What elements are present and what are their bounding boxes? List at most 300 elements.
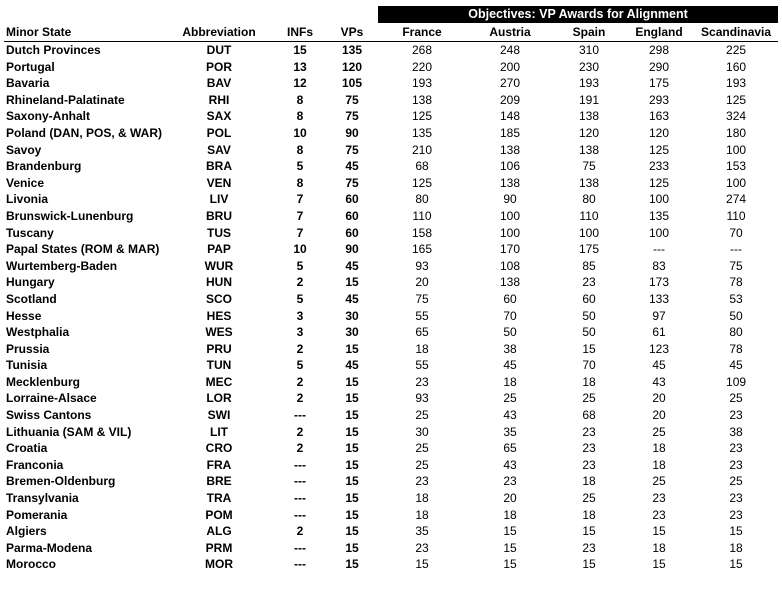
cell-france: 93 — [415, 258, 429, 273]
cell-austria: 100 — [499, 225, 521, 240]
cell-infs: 3 — [296, 308, 304, 323]
cell-infs: --- — [294, 557, 306, 572]
cell-austria: 23 — [503, 474, 517, 489]
header-minor-state: Minor State — [4, 23, 164, 42]
cell-england: 25 — [652, 474, 666, 489]
cell-vps: 15 — [345, 507, 359, 522]
table-row — [4, 490, 778, 507]
table-row — [4, 357, 778, 374]
cell-spain: 138 — [578, 142, 600, 157]
cell-spain: 23 — [582, 441, 596, 456]
header-scandinavia: Scandinavia — [694, 23, 778, 42]
cell-infs: 8 — [296, 142, 304, 157]
cell-scandinavia: 50 — [729, 308, 743, 323]
cell-france: 165 — [411, 242, 433, 257]
cell-minor-state: Rhineland-Palatinate — [6, 92, 125, 107]
table-row — [4, 92, 778, 109]
table-row — [4, 258, 778, 275]
cell-abbreviation: ALG — [206, 524, 232, 539]
table-row — [4, 175, 778, 192]
cell-vps: 15 — [345, 275, 359, 290]
cell-minor-state: Lorraine-Alsace — [6, 391, 97, 406]
cell-abbreviation: POM — [205, 507, 233, 522]
cell-france: 125 — [411, 175, 433, 190]
table-row — [4, 108, 778, 125]
cell-france: 210 — [411, 142, 433, 157]
cell-spain: 60 — [582, 291, 596, 306]
header-austria: Austria — [466, 23, 554, 42]
cell-minor-state: Bavaria — [6, 76, 50, 91]
cell-scandinavia: 110 — [726, 208, 746, 223]
cell-vps: 15 — [345, 524, 359, 539]
cell-spain: 15 — [582, 557, 596, 572]
cell-abbreviation: LOR — [206, 391, 232, 406]
cell-infs: 13 — [293, 59, 307, 74]
cell-abbreviation: WES — [205, 325, 233, 340]
cell-abbreviation: HUN — [206, 275, 232, 290]
cell-austria: 138 — [499, 275, 521, 290]
cell-spain: 15 — [582, 341, 596, 356]
cell-austria: 65 — [503, 441, 517, 456]
cell-infs: 2 — [296, 275, 304, 290]
cell-vps: 15 — [345, 374, 359, 389]
cell-england: 100 — [648, 225, 670, 240]
cell-vps: 120 — [341, 59, 363, 74]
cell-france: 55 — [415, 358, 429, 373]
cell-vps: 15 — [345, 341, 359, 356]
cell-france: 23 — [415, 474, 429, 489]
cell-vps: 45 — [345, 358, 359, 373]
cell-france: 268 — [411, 43, 433, 57]
cell-minor-state: Swiss Cantons — [6, 408, 92, 423]
cell-spain: 23 — [582, 540, 596, 555]
table-row — [4, 42, 778, 59]
cell-scandinavia: 324 — [726, 109, 747, 124]
cell-france: 35 — [415, 524, 429, 539]
table-row — [4, 556, 778, 573]
cell-france: 15 — [415, 557, 429, 572]
cell-france: 68 — [415, 159, 429, 174]
cell-france: 55 — [415, 308, 429, 323]
cell-england: 23 — [652, 507, 666, 522]
cell-austria: 200 — [499, 59, 521, 74]
cell-minor-state: Portugal — [6, 59, 55, 74]
cell-minor-state: Morocco — [6, 557, 57, 572]
cell-france: 23 — [415, 374, 429, 389]
cell-austria: 35 — [503, 424, 517, 439]
cell-england: 18 — [652, 457, 666, 472]
cell-infs: --- — [294, 408, 306, 423]
cell-spain: 18 — [582, 374, 596, 389]
cell-scandinavia: 70 — [729, 225, 743, 240]
cell-minor-state: Saxony-Anhalt — [6, 109, 91, 124]
cell-infs: 5 — [296, 291, 304, 306]
cell-vps: 15 — [345, 408, 359, 423]
cell-england: 173 — [648, 275, 670, 290]
cell-austria: 185 — [499, 125, 521, 140]
cell-austria: 25 — [503, 391, 517, 406]
cell-abbreviation: PRM — [205, 540, 233, 555]
cell-vps: 45 — [345, 258, 359, 273]
cell-france: 20 — [415, 275, 429, 290]
cell-minor-state: Poland (DAN, POS, & WAR) — [6, 125, 162, 140]
table-row — [4, 59, 778, 76]
cell-minor-state: Hesse — [6, 308, 42, 323]
cell-scandinavia: 15 — [729, 524, 743, 539]
cell-vps: 45 — [345, 291, 359, 306]
cell-spain: 120 — [578, 125, 600, 140]
header-row — [4, 23, 778, 42]
cell-france: 30 — [415, 424, 429, 439]
cell-france: 23 — [415, 540, 429, 555]
cell-abbreviation: WUR — [204, 258, 234, 273]
cell-england: 133 — [648, 291, 670, 306]
cell-austria: 20 — [503, 491, 517, 506]
cell-spain: 193 — [578, 76, 600, 91]
cell-scandinavia: 274 — [726, 192, 747, 207]
cell-austria: 70 — [503, 308, 517, 323]
cell-scandinavia: 193 — [726, 76, 747, 91]
cell-scandinavia: 53 — [729, 291, 743, 306]
cell-spain: 100 — [578, 225, 600, 240]
cell-austria: 38 — [503, 341, 517, 356]
cell-infs: 8 — [296, 109, 304, 124]
cell-minor-state: Algiers — [6, 524, 47, 539]
cell-scandinavia: --- — [730, 242, 743, 257]
cell-infs: 3 — [296, 325, 304, 340]
header-vps: VPs — [326, 23, 378, 42]
cell-england: 290 — [648, 59, 670, 74]
cell-vps: 15 — [345, 441, 359, 456]
cell-scandinavia: 15 — [729, 557, 743, 572]
cell-scandinavia: 23 — [729, 507, 743, 522]
cell-scandinavia: 23 — [729, 491, 743, 506]
cell-scandinavia: 38 — [729, 424, 743, 439]
cell-abbreviation: MOR — [205, 557, 233, 572]
cell-infs: 10 — [293, 125, 307, 140]
cell-abbreviation: SAX — [206, 109, 232, 124]
table-row — [4, 523, 778, 540]
cell-abbreviation: SAV — [207, 142, 231, 157]
cell-austria: 108 — [499, 258, 521, 273]
cell-abbreviation: BRE — [206, 474, 232, 489]
cell-scandinavia: 125 — [726, 92, 747, 107]
cell-scandinavia: 80 — [729, 325, 743, 340]
cell-england: 43 — [652, 374, 666, 389]
cell-vps: 75 — [345, 109, 359, 124]
table-row — [4, 125, 778, 142]
cell-scandinavia: 100 — [726, 142, 747, 157]
cell-infs: 5 — [296, 258, 304, 273]
table-row — [4, 291, 778, 308]
cell-vps: 75 — [345, 175, 359, 190]
cell-minor-state: Brandenburg — [6, 159, 82, 174]
cell-austria: 248 — [499, 43, 521, 57]
cell-england: --- — [653, 242, 665, 257]
cell-infs: 10 — [293, 242, 307, 257]
cell-austria: 106 — [499, 159, 521, 174]
cell-minor-state: Wurtemberg-Baden — [6, 258, 118, 273]
cell-spain: 191 — [578, 92, 600, 107]
cell-infs: --- — [294, 491, 306, 506]
cell-abbreviation: MEC — [205, 374, 233, 389]
cell-austria: 45 — [503, 358, 517, 373]
cell-france: 220 — [411, 59, 433, 74]
cell-abbreviation: SWI — [207, 408, 231, 423]
cell-spain: 15 — [582, 524, 596, 539]
cell-france: 93 — [415, 391, 429, 406]
cell-vps: 105 — [341, 76, 363, 91]
cell-spain: 80 — [582, 192, 596, 207]
cell-infs: 15 — [293, 43, 307, 57]
cell-abbreviation: PAP — [207, 242, 231, 257]
cell-vps: 30 — [345, 308, 359, 323]
cell-infs: --- — [294, 540, 306, 555]
table-row — [4, 241, 778, 258]
cell-scandinavia: 75 — [729, 258, 743, 273]
cell-austria: 43 — [503, 457, 517, 472]
cell-austria: 209 — [499, 92, 521, 107]
table-row — [4, 158, 778, 175]
cell-abbreviation: TUN — [206, 358, 232, 373]
cell-austria: 100 — [499, 208, 521, 223]
table-row — [4, 407, 778, 424]
cell-vps: 45 — [345, 159, 359, 174]
cell-austria: 18 — [503, 507, 517, 522]
cell-infs: 2 — [296, 391, 304, 406]
table-row — [4, 191, 778, 208]
cell-minor-state: Transylvania — [6, 491, 79, 506]
cell-vps: 15 — [345, 457, 359, 472]
cell-minor-state: Prussia — [6, 341, 50, 356]
cell-abbreviation: LIT — [210, 424, 228, 439]
cell-scandinavia: 225 — [726, 43, 747, 57]
cell-scandinavia: 153 — [726, 159, 747, 174]
cell-spain: 23 — [582, 457, 596, 472]
cell-austria: 138 — [499, 175, 521, 190]
cell-austria: 15 — [503, 540, 517, 555]
table-row — [4, 390, 778, 407]
table-row — [4, 75, 778, 92]
cell-vps: 90 — [345, 125, 359, 140]
cell-france: 18 — [415, 507, 429, 522]
cell-france: 110 — [412, 208, 432, 223]
table-row — [4, 341, 778, 358]
cell-infs: 2 — [296, 424, 304, 439]
cell-abbreviation: PRU — [206, 341, 232, 356]
cell-abbreviation: POL — [206, 125, 232, 140]
cell-infs: 2 — [296, 441, 304, 456]
cell-england: 83 — [652, 258, 666, 273]
cell-vps: 30 — [345, 325, 359, 340]
cell-england: 293 — [648, 92, 670, 107]
cell-scandinavia: 23 — [729, 457, 743, 472]
cell-england: 233 — [648, 159, 670, 174]
cell-scandinavia: 78 — [729, 341, 743, 356]
cell-spain: 138 — [578, 175, 600, 190]
cell-abbreviation: HES — [206, 308, 232, 323]
cell-spain: 110 — [579, 208, 599, 223]
cell-england: 18 — [652, 441, 666, 456]
cell-england: 23 — [652, 491, 666, 506]
cell-minor-state: Brunswick-Lunenburg — [6, 208, 134, 223]
cell-infs: 2 — [296, 524, 304, 539]
cell-vps: 60 — [345, 192, 359, 207]
table-row — [4, 142, 778, 159]
cell-infs: 7 — [296, 208, 304, 223]
table-body — [4, 42, 778, 574]
cell-spain: 310 — [578, 43, 600, 57]
cell-infs: 2 — [296, 341, 304, 356]
cell-abbreviation: CRO — [205, 441, 233, 456]
header-england: England — [624, 23, 694, 42]
cell-infs: 5 — [296, 358, 304, 373]
cell-austria: 138 — [499, 142, 521, 157]
cell-vps: 15 — [345, 540, 359, 555]
cell-austria: 60 — [503, 291, 517, 306]
cell-spain: 70 — [582, 358, 596, 373]
cell-england: 100 — [648, 192, 670, 207]
table-row — [4, 208, 778, 225]
cell-england: 25 — [652, 424, 666, 439]
cell-abbreviation: SCO — [205, 291, 232, 306]
cell-infs: 12 — [293, 76, 307, 91]
cell-austria: 18 — [503, 374, 517, 389]
vp-awards-document — [4, 6, 778, 573]
cell-vps: 15 — [345, 424, 359, 439]
cell-vps: 135 — [341, 43, 363, 57]
table-row — [4, 274, 778, 291]
table-row — [4, 308, 778, 325]
cell-spain: 85 — [582, 258, 596, 273]
cell-scandinavia: 25 — [729, 474, 743, 489]
cell-england: 120 — [648, 125, 670, 140]
cell-minor-state: Lithuania (SAM & VIL) — [6, 424, 132, 439]
cell-austria: 43 — [503, 408, 517, 423]
cell-france: 25 — [415, 441, 429, 456]
cell-abbreviation: RHI — [208, 92, 230, 107]
cell-minor-state: Venice — [6, 175, 45, 190]
cell-england: 298 — [648, 43, 670, 57]
cell-minor-state: Franconia — [6, 457, 64, 472]
header-spain: Spain — [554, 23, 624, 42]
cell-france: 138 — [411, 92, 433, 107]
cell-spain: 23 — [582, 275, 596, 290]
cell-france: 135 — [411, 125, 433, 140]
cell-england: 61 — [652, 325, 666, 340]
objectives-banner-row — [4, 6, 778, 23]
cell-spain: 23 — [582, 424, 596, 439]
cell-scandinavia: 160 — [726, 59, 747, 74]
cell-minor-state: Tuscany — [6, 225, 54, 240]
cell-minor-state: Croatia — [6, 441, 48, 456]
cell-minor-state: Tunisia — [6, 358, 48, 373]
cell-england: 97 — [652, 308, 666, 323]
cell-spain: 175 — [578, 242, 600, 257]
cell-england: 20 — [652, 391, 666, 406]
cell-scandinavia: 45 — [729, 358, 743, 373]
cell-england: 123 — [648, 341, 670, 356]
cell-infs: --- — [294, 507, 306, 522]
cell-minor-state: Livonia — [6, 192, 49, 207]
cell-spain: 25 — [582, 391, 596, 406]
cell-abbreviation: VEN — [206, 175, 232, 190]
cell-minor-state: Scotland — [6, 291, 57, 306]
cell-england: 15 — [652, 557, 666, 572]
header-infs: INFs — [274, 23, 326, 42]
cell-infs: 5 — [296, 159, 304, 174]
cell-vps: 15 — [345, 557, 359, 572]
cell-vps: 75 — [345, 142, 359, 157]
cell-minor-state: Hungary — [6, 275, 55, 290]
cell-scandinavia: 23 — [729, 441, 743, 456]
cell-france: 25 — [415, 408, 429, 423]
table-row — [4, 457, 778, 474]
cell-infs: 7 — [296, 225, 304, 240]
cell-infs: --- — [294, 474, 306, 489]
cell-vps: 15 — [345, 474, 359, 489]
cell-vps: 60 — [345, 208, 359, 223]
cell-austria: 170 — [499, 242, 521, 257]
cell-minor-state: Dutch Provinces — [6, 43, 101, 57]
cell-infs: 8 — [296, 175, 304, 190]
cell-austria: 270 — [499, 76, 521, 91]
cell-england: 135 — [648, 208, 670, 223]
cell-scandinavia: 18 — [729, 540, 743, 555]
cell-france: 25 — [415, 457, 429, 472]
cell-scandinavia: 25 — [729, 391, 743, 406]
cell-minor-state: Parma-Modena — [6, 540, 93, 555]
cell-infs: 8 — [296, 92, 304, 107]
cell-minor-state: Pomerania — [6, 507, 68, 522]
table-row — [4, 540, 778, 557]
cell-england: 163 — [648, 109, 670, 124]
cell-austria: 15 — [503, 557, 517, 572]
cell-spain: 50 — [582, 308, 596, 323]
cell-spain: 230 — [578, 59, 600, 74]
header-abbreviation: Abbreviation — [164, 23, 274, 42]
table-row — [4, 507, 778, 524]
cell-abbreviation: BAV — [206, 76, 232, 91]
cell-england: 125 — [648, 142, 670, 157]
cell-austria: 148 — [499, 109, 521, 124]
table-row — [4, 473, 778, 490]
cell-scandinavia: 109 — [726, 374, 747, 389]
cell-abbreviation: TRA — [206, 491, 232, 506]
cell-england: 15 — [652, 524, 666, 539]
cell-abbreviation: DUT — [206, 43, 232, 57]
cell-minor-state: Westphalia — [6, 325, 70, 340]
cell-abbreviation: BRA — [206, 159, 232, 174]
table-row — [4, 424, 778, 441]
cell-england: 45 — [652, 358, 666, 373]
cell-england: 125 — [648, 175, 670, 190]
cell-austria: 90 — [503, 192, 517, 207]
cell-spain: 25 — [582, 491, 596, 506]
cell-minor-state: Papal States (ROM & MAR) — [6, 242, 160, 257]
cell-england: 20 — [652, 408, 666, 423]
cell-scandinavia: 78 — [729, 275, 743, 290]
cell-france: 65 — [415, 325, 429, 340]
cell-france: 80 — [415, 192, 429, 207]
cell-austria: 15 — [503, 524, 517, 539]
cell-france: 158 — [411, 225, 433, 240]
cell-spain: 68 — [582, 408, 596, 423]
cell-abbreviation: LIV — [209, 192, 229, 207]
cell-infs: --- — [294, 457, 306, 472]
cell-france: 18 — [415, 491, 429, 506]
table-row — [4, 374, 778, 391]
